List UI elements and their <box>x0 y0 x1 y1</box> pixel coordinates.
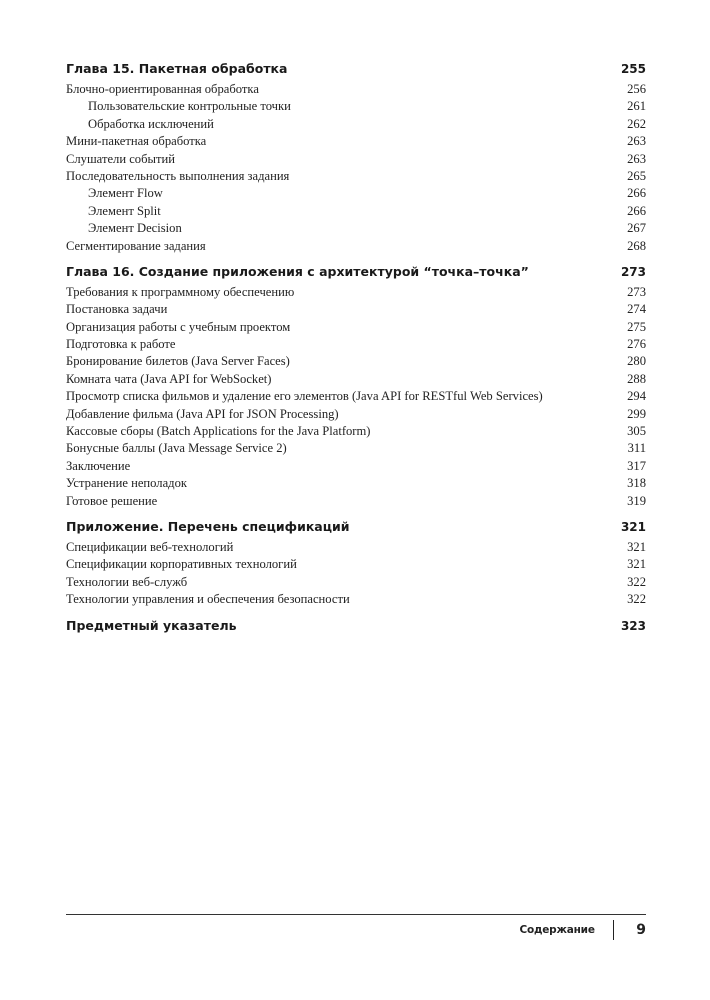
entry-title: Блочно-ориентированная обработка <box>66 82 259 96</box>
entry-title: Требования к программному обеспечению <box>66 284 295 299</box>
entry-page-number: 318 <box>627 476 646 491</box>
entry-page-number: 311 <box>627 441 646 456</box>
entry-title: Подготовка к работе <box>66 337 176 352</box>
chapter-title: Глава 16. Создание приложения с архитектурой “точка–точка” <box>66 263 529 279</box>
toc-chapter-section <box>66 617 646 635</box>
chapter-heading[interactable] <box>66 518 646 536</box>
chapter-title: Глава 15. Пакетная обработка <box>66 61 288 76</box>
chapter-heading[interactable] <box>66 617 646 635</box>
chapter-page-number: 255 <box>620 62 646 76</box>
entry-title: Последовательность выполнения задания <box>66 168 290 183</box>
entry-title: Бонусные баллы (Java Message Service 2) <box>66 441 287 456</box>
entry-title: Спецификации веб-технологий <box>66 539 234 554</box>
footer-rule <box>66 914 646 915</box>
entry-title: Организация работы с учебным проектом <box>66 319 291 334</box>
toc-entry[interactable] <box>66 440 646 457</box>
page-footer <box>519 918 646 942</box>
toc-entry[interactable] <box>66 168 646 185</box>
entry-title: Готовое решение <box>66 493 158 508</box>
entry-title: Просмотр списка фильмов и удаление его элементов (Java API for RESTful Web Services) <box>66 389 543 404</box>
entry-title: Сегментирование задания <box>66 238 206 253</box>
entry-page-number: 262 <box>627 116 646 131</box>
toc-entry[interactable] <box>66 353 646 370</box>
toc-entry[interactable] <box>66 336 646 353</box>
toc-chapter-section <box>66 263 646 510</box>
entry-page-number: 322 <box>627 592 646 607</box>
entry-page-number: 275 <box>627 319 646 334</box>
entry-title: Слушатели событий <box>66 151 175 166</box>
toc-entry[interactable] <box>66 539 646 556</box>
entry-title: Комната чата (Java API for WebSocket) <box>66 371 272 386</box>
toc-entry[interactable] <box>66 591 646 608</box>
entry-page-number: 280 <box>627 354 646 369</box>
toc-entry[interactable] <box>66 238 646 255</box>
toc-subentry[interactable] <box>66 220 646 237</box>
entry-title: Технологии управления и обеспечения безопасности <box>66 592 350 607</box>
toc-subentry[interactable] <box>66 185 646 202</box>
table-of-contents <box>66 60 646 643</box>
toc-entry[interactable] <box>66 81 646 98</box>
toc-entry[interactable] <box>66 301 646 318</box>
toc-subentry[interactable] <box>66 98 646 115</box>
entry-page-number: 256 <box>627 82 646 96</box>
entry-page-number: 263 <box>627 151 646 166</box>
entry-title: Обработка исключений <box>88 116 214 131</box>
chapter-title: Предметный указатель <box>66 617 237 633</box>
chapter-title: Приложение. Перечень спецификаций <box>66 518 350 534</box>
entry-title: Заключение <box>66 458 131 473</box>
entry-page-number: 261 <box>627 99 646 114</box>
toc-entry[interactable] <box>66 406 646 423</box>
entry-page-number: 263 <box>627 134 646 149</box>
toc-entry[interactable] <box>66 423 646 440</box>
toc-chapter-section <box>66 518 646 609</box>
toc-entry[interactable] <box>66 371 646 388</box>
entry-page-number: 322 <box>627 574 646 589</box>
footer-page-number: 9 <box>636 922 646 938</box>
entry-title: Постановка задачи <box>66 302 168 317</box>
toc-entry[interactable] <box>66 556 646 573</box>
entry-page-number: 305 <box>627 424 646 439</box>
entry-page-number: 265 <box>627 168 646 183</box>
toc-entry[interactable] <box>66 284 646 301</box>
toc-entry[interactable] <box>66 151 646 168</box>
chapter-page-number: 323 <box>620 618 646 633</box>
entry-page-number: 268 <box>627 238 646 253</box>
toc-chapter-section <box>66 60 646 255</box>
entry-title: Элемент Decision <box>88 221 182 236</box>
entry-page-number: 273 <box>627 284 646 299</box>
toc-entry[interactable] <box>66 493 646 510</box>
entry-page-number: 266 <box>627 186 646 201</box>
entry-title: Устранение неполадок <box>66 476 187 491</box>
chapter-page-number: 321 <box>620 519 646 534</box>
chapter-page-number: 273 <box>620 264 646 279</box>
entry-title: Бронирование билетов (Java Server Faces) <box>66 354 290 369</box>
entry-title: Элемент Flow <box>88 186 163 201</box>
entry-page-number: 321 <box>627 557 646 572</box>
toc-subentry[interactable] <box>66 116 646 133</box>
toc-entry[interactable] <box>66 475 646 492</box>
entry-page-number: 299 <box>627 406 646 421</box>
entry-page-number: 267 <box>627 221 646 236</box>
toc-subentry[interactable] <box>66 203 646 220</box>
entry-page-number: 294 <box>627 389 646 404</box>
footer-section-label: Содержание <box>519 924 595 936</box>
entry-page-number: 288 <box>627 371 646 386</box>
toc-entry[interactable] <box>66 388 646 405</box>
entry-page-number: 276 <box>627 337 646 352</box>
entry-title: Добавление фильма (Java API for JSON Processing) <box>66 406 339 421</box>
toc-entry[interactable] <box>66 319 646 336</box>
toc-entry[interactable] <box>66 458 646 475</box>
entry-page-number: 321 <box>627 539 646 554</box>
entry-title: Спецификации корпоративных технологий <box>66 557 297 572</box>
entry-title: Пользовательские контрольные точки <box>88 99 291 114</box>
entry-title: Технологии веб-служб <box>66 574 188 589</box>
entry-page-number: 274 <box>627 302 646 317</box>
entry-title: Кассовые сборы (Batch Applications for the Java Platform) <box>66 424 371 439</box>
toc-entry[interactable] <box>66 133 646 150</box>
chapter-heading[interactable] <box>66 263 646 281</box>
toc-entry[interactable] <box>66 574 646 591</box>
entry-page-number: 319 <box>627 493 646 508</box>
entry-title: Элемент Split <box>88 203 161 218</box>
entry-page-number: 266 <box>627 203 646 218</box>
entry-page-number: 317 <box>627 458 646 473</box>
chapter-heading[interactable] <box>66 60 646 78</box>
entry-title: Мини-пакетная обработка <box>66 134 207 149</box>
footer-separator <box>613 920 615 940</box>
